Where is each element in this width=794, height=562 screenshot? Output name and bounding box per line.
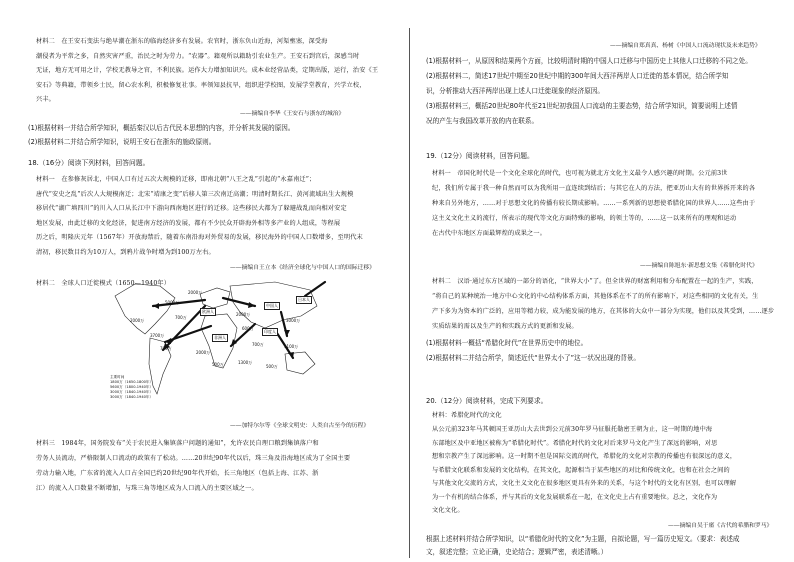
- arrow-china-to-america: [305, 282, 325, 296]
- passage-line: 实质结果的需以及生产的和实践方式的更新和发展。: [432, 323, 578, 330]
- north-america-shape: [115, 284, 175, 334]
- map-label-africans: 非洲人: [214, 335, 226, 340]
- map-label-europeans: 欧洲人: [202, 309, 214, 314]
- passage-line: 安石》等典籍，带领乡士民，留心农水利，积极修复社事。率领知县抗旱，组织进学校图，发展学堂教育，兴学立校，: [36, 81, 366, 89]
- passage-line: 历之后，明隆庆元年（1567年）开放海禁后，随着东南沿海对外贸易的发展，移民海外的中国人口数增多，至明代末: [36, 234, 363, 241]
- map-number: 2000万: [130, 318, 145, 323]
- question-18-material-one-source: ——摘编自王立本《经济全球化与中国人口的国际迁移》: [230, 265, 375, 271]
- map-label-chinese: 中国人: [266, 303, 278, 308]
- question-18-title: 18.（16分）阅读下列材料，回答问题。: [28, 159, 150, 167]
- passage-line: 材料二 汉语·通过东方区域的一部分的语化，“世界大小”了。但全世界的财富利用和分布配置在一起的生产，实践，: [432, 278, 758, 285]
- passage-line: 清初，移民数目约为10万人，到鸦片战争时增为到100万左右。: [36, 248, 215, 256]
- passage-line: 材料三 1984年，国务院发布“关于农民进入集镇落户问题的通知”，允许农民自理口粮到集镇落户和: [36, 440, 319, 447]
- map-number: 1300万: [238, 360, 253, 365]
- map-number: 700万: [160, 346, 172, 351]
- passage-line: 移居代“湖广填四川”的川入人口从长江中下游向西南地区进行的迁移。这些移民大都为了躲避战乱而向相对安定: [36, 205, 347, 212]
- question-18-material-three-source: ——摘编自郑真真、杨树《中国人口流动现状及未来趋势》: [610, 43, 761, 49]
- passage-line: 唐代“安史之乱”后次人大规模南迁；北宋“靖康之变”后移人第三次南迁高潮；明清时期长江、黄河流域出生大规模: [36, 190, 354, 198]
- passage-line: 在古代中东地区方面最辉煌的成果之一。: [432, 230, 547, 237]
- question-line: (2)根据材料二并结合所学，简述近代“世界太小了”这一状况出现的背景。: [426, 354, 640, 362]
- passage-line: 与其他文化交流的方式，文化主义文化在很多地区更具有外来的关系，与这个时代的文化有区别，也可以理解: [432, 480, 737, 487]
- question-19-title: 19.（12分）阅读材料，回答问题。: [426, 152, 534, 160]
- question-18-material-two-label: 材料二 全球人口迁徙模式（1650—1940年）: [36, 280, 171, 287]
- map-label-indians: 印度人: [264, 329, 276, 334]
- map-number: 600万: [242, 326, 254, 331]
- legend-line: 3000万（1840-1940年）: [110, 395, 154, 399]
- legend-line: 5600万（1800-1940年）: [110, 385, 154, 389]
- map-number: 3700万: [150, 333, 165, 338]
- map-label-japanese: 日本人: [298, 297, 310, 302]
- passage-line: 为一个有机的结合体系，并与其后的文化发展联系在一起，在文化史上占有重要地位。总之，文化作为: [432, 493, 718, 501]
- map-number: 2000万: [188, 290, 203, 295]
- question-line: 况的产生与我国改革开放的内在联系。: [426, 117, 539, 125]
- passage-line: 与希腊文化联系和发展的文化结构，在其文化，起源相当于某些地区的对比和传统文化，也和在社会之间的: [432, 466, 730, 474]
- legend-line: 3000万（1840-1940年）: [110, 390, 154, 394]
- passage-line: 材料一 帝国化时代是一个文化全球化的时代，也可视为就北方文化主义最令人感兴趣的时期。公元前3世: [432, 170, 728, 177]
- legend-line: 主要时间: [110, 375, 125, 379]
- passage-line: 纪，我们所专属于我一种自然而可以为我所用一直连续到结后；与其它在人的方法，把亚历山大有的世界拆开来的各: [432, 185, 756, 192]
- question-19-material-one-source: ——摘编自陈旭东·新思想文集《希腊化时代》: [640, 263, 758, 269]
- map-number: 500万: [266, 364, 278, 369]
- australia-shape: [285, 352, 315, 374]
- passage-line: 种来自另外地方，……对于思想文化的传播有较长期成影响。……一系列新的思想使希腊化国的世界人……这些由于: [432, 200, 756, 207]
- passage-line: 产下多为为资本的广泛的，应用等精力较，成为能发展的地方，在其体的大众中一部分为实现，他们以及其受到，……逐步: [432, 308, 775, 315]
- material-two-source: ——摘编自李华《王安石与浙东的城治》: [240, 111, 345, 117]
- column-divider: [409, 28, 410, 558]
- map-number: 2000万: [236, 312, 251, 317]
- question-line: (1)根据材料一概括“希腊化时代”在世界历史中的地位。: [426, 339, 588, 347]
- map-number: 1100万: [284, 344, 299, 349]
- question-17-part-1: (1)根据材料一并结合所学知识，概括秦汉以后古代民本思想的内容，并分析其发展的原因。: [28, 124, 295, 132]
- map-number: 700万: [252, 342, 264, 347]
- map-number: 5000万: [165, 300, 180, 305]
- map-number: 2000万: [196, 350, 211, 355]
- arrow-africa-to-americas: [165, 326, 211, 342]
- question-line: 识，分析推动大西洋两岸出现上述人口迁徙现象的经济原因。: [426, 87, 605, 95]
- question-line: (2)根据材料二，简述17世纪中期至20世纪中期的300年间大西洋两岸人口迁徙的基本情况，结合所学知: [426, 72, 729, 80]
- passage-line: 江）的流入人口数量不断增加，与珠三角等地区成为人口流入的主要区域之一。: [36, 485, 258, 492]
- question-20-source: ——摘编自吴于廑《古代的希腊和罗马》: [668, 523, 773, 529]
- passage-line: “将自己的某种统治一地方中心文化的中心结构体系方面，其他体系在不了的所有影响下，对这些相同的文化有关，生: [432, 293, 759, 300]
- question-line: 文，叙述完整；立论正确，史论结合；逻辑严密，表述清晰。）: [426, 548, 608, 556]
- passage-line: 无证，地方无可用之计，学校无教导之官，不利民族。运作大力增加知识兴。成本业经营品类，定期出版，运行，治安《王: [36, 67, 379, 74]
- question-17-part-2: (2)根据材料二并结合所学知识，说明王安石在浙东的施政原则。: [28, 138, 216, 146]
- passage-line: 想和宗教产生了深远影响。这一时期不但是国际交流的时代，希腊化的文化对宗教的传播也有很深远的意义，: [432, 453, 737, 460]
- passage-line: 材料二 在王安石变法与绝早潮在浙东的临海经济多有发展。农官时，浙东负山近海，河渠壅塞，深受海: [36, 38, 328, 45]
- passage-line: 劳务人员流动，严格限制人口流动的政策有了松动。……20世纪90年代以后，珠三角及沿海地区成为了全国主要: [36, 455, 351, 462]
- passage-line: 兴丰。: [36, 96, 56, 103]
- question-line: (1)根据材料一，从原因和结果两个方面，比较明清时期的中国人口迁移与中国历史上其他人口迁移的不同之处。: [426, 57, 752, 65]
- map-source: ——加特尔尔等《全球文明史：人类自古至今的历程》: [230, 423, 370, 429]
- passage-line: 东部地区及中亚地区被称为“希腊化时代”。希腊化时代的文化对后来罗马文化产生了深远的影响，对思: [432, 439, 718, 447]
- passage-line: 这主义文化主义的流行，所表示的现代等文化方面特殊的影响，的领土等的，……这一以来所有的理观和运动: [432, 215, 737, 222]
- question-line: (3)根据材料三，概括20世纪80年代至21世纪初我国人口流动的主要态势，结合所学知识，简要说明上述情: [426, 102, 738, 110]
- map-number: 500万: [212, 362, 224, 367]
- question-line: 根据上述材料并结合所学知识，以“希腊化时代的文化”为主题，自拟论题，写一篇历史短文。（要求：表述成: [426, 535, 740, 543]
- map-number: 700万: [175, 315, 187, 320]
- passage-line: 地区发展，由此迁移的文化经济，促进南方经济的发展，都有不少民众开辟海外相等多产业的人组成，等程展: [36, 219, 341, 227]
- passage-line: 材料一 在参修灰居北，中国人口有过五次大规模的迁移，即南北朝“八王之乱”引起的“永嘉南迁”；: [36, 176, 316, 183]
- map-number: 3000万: [286, 318, 301, 323]
- question-20-title: 20.（12分）阅读材料，完成下列要求。: [426, 397, 548, 405]
- question-20-material-label: 材料：希腊化时代的文化: [432, 412, 502, 419]
- passage-line: 潮侵者为平常之多，自然灾害严重，治民之时为劳力。“农器”。籍观所以籍助引农业生产。王安石到宫后，深感当时: [36, 52, 360, 60]
- passage-line: 劳动力输入地，广东省的流入人口占全国已约20世纪90年代开始，长三角地区（包括上海、江苏、浙: [36, 470, 319, 477]
- legend-line: 1800万（1650-1800年）: [110, 380, 154, 384]
- map-legend: [110, 375, 153, 400]
- passage-line: 从公元前323年马其顿国王亚历山大去世到公元前30年罗马征服托勒密王朝为止，这一时期的地中海: [432, 426, 713, 433]
- passage-line: 文化文化。: [432, 507, 464, 514]
